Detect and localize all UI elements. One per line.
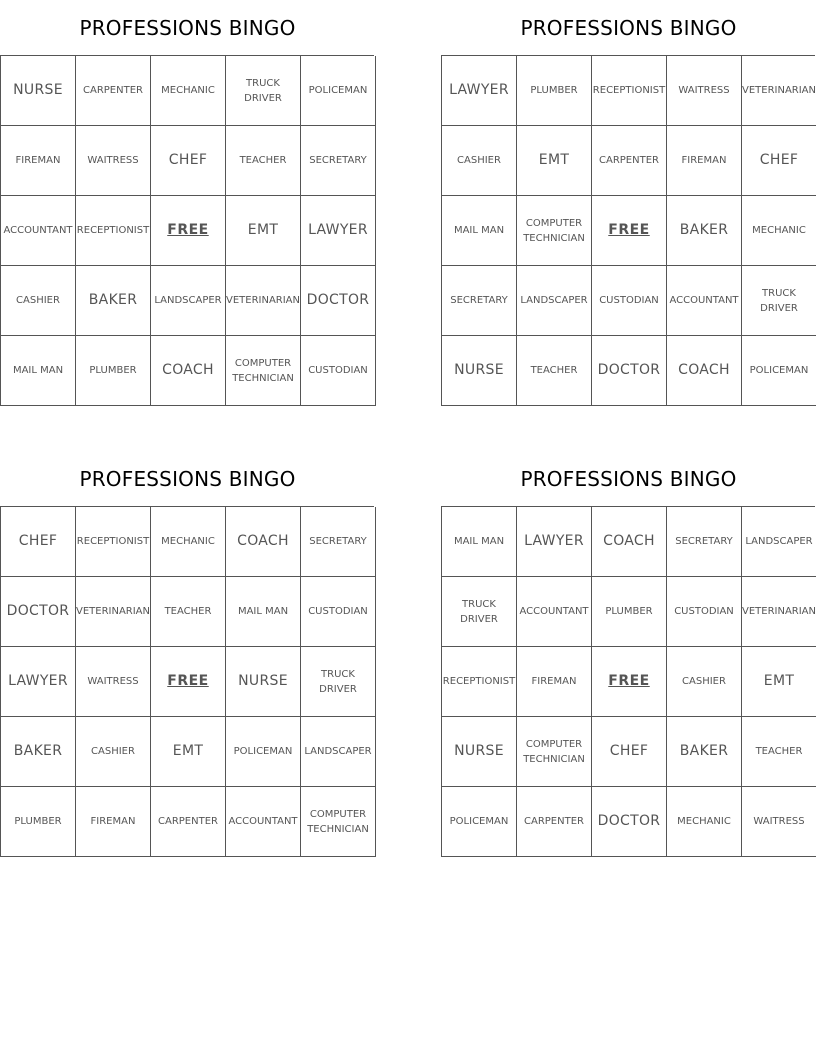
- bingo-cell: PLUMBER: [76, 336, 151, 406]
- bingo-cell: SECRETARY: [667, 507, 742, 577]
- bingo-cell: CUSTODIAN: [592, 266, 667, 336]
- bingo-grid: [441, 506, 815, 857]
- bingo-cell: RECEPTIONIST: [442, 647, 517, 717]
- bingo-cell: ACCOUNTANT: [517, 577, 592, 647]
- bingo-cell: POLICEMAN: [442, 787, 517, 857]
- bingo-cell: PLUMBER: [517, 56, 592, 126]
- bingo-cell: MECHANIC: [667, 787, 742, 857]
- bingo-cell: WAITRESS: [742, 787, 816, 857]
- bingo-grid: [441, 55, 815, 406]
- bingo-cell: VETERINARIAN: [76, 577, 151, 647]
- bingo-cell: MECHANIC: [151, 507, 226, 577]
- bingo-cell: VETERINARIAN: [742, 577, 816, 647]
- bingo-cell: MECHANIC: [151, 56, 226, 126]
- bingo-cell: TEACHER: [517, 336, 592, 406]
- bingo-cell: NURSE: [1, 56, 76, 126]
- bingo-cell: CUSTODIAN: [667, 577, 742, 647]
- bingo-cell: MECHANIC: [742, 196, 816, 266]
- bingo-cell: SECRETARY: [442, 266, 517, 336]
- card-title: PROFESSIONS BINGO: [79, 15, 296, 40]
- bingo-cell: DOCTOR: [1, 577, 76, 647]
- bingo-cell: LANDSCAPER: [742, 507, 816, 577]
- bingo-cell: CHEF: [1, 507, 76, 577]
- bingo-cell: CHEF: [151, 126, 226, 196]
- bingo-cell: CUSTODIAN: [301, 336, 376, 406]
- bingo-cell: LAWYER: [517, 507, 592, 577]
- card-title: PROFESSIONS BINGO: [520, 466, 737, 491]
- bingo-cell: WAITRESS: [76, 126, 151, 196]
- bingo-cell: LAWYER: [442, 56, 517, 126]
- bingo-cell: NURSE: [442, 336, 517, 406]
- bingo-cell: COACH: [226, 507, 301, 577]
- bingo-card-1: [0, 0, 375, 406]
- free-space: FREE: [592, 647, 667, 717]
- bingo-cell: CARPENTER: [517, 787, 592, 857]
- bingo-cell: RECEPTIONIST: [76, 507, 151, 577]
- bingo-cell: NURSE: [226, 647, 301, 717]
- bingo-cell: LAWYER: [1, 647, 76, 717]
- bingo-cell: POLICEMAN: [742, 336, 816, 406]
- bingo-cell: RECEPTIONIST: [592, 56, 667, 126]
- bingo-cell: TEACHER: [151, 577, 226, 647]
- bingo-cell: BAKER: [667, 717, 742, 787]
- bingo-cell: SECRETARY: [301, 507, 376, 577]
- bingo-cell: FIREMAN: [76, 787, 151, 857]
- bingo-cell: DOCTOR: [301, 266, 376, 336]
- bingo-card-3: [0, 451, 375, 857]
- bingo-cell: COACH: [151, 336, 226, 406]
- free-space: FREE: [592, 196, 667, 266]
- bingo-cell: WAITRESS: [667, 56, 742, 126]
- free-space: FREE: [151, 647, 226, 717]
- bingo-cell: COMPUTER TECHNICIAN: [517, 717, 592, 787]
- bingo-cell: BAKER: [1, 717, 76, 787]
- bingo-cell: BAKER: [76, 266, 151, 336]
- bingo-cell: POLICEMAN: [226, 717, 301, 787]
- bingo-cell: LANDSCAPER: [301, 717, 376, 787]
- bingo-cell: MAIL MAN: [1, 336, 76, 406]
- bingo-cell: CARPENTER: [76, 56, 151, 126]
- bingo-grid: [0, 506, 374, 857]
- bingo-cell: CHEF: [742, 126, 816, 196]
- bingo-cell: CHEF: [592, 717, 667, 787]
- bingo-cell: BAKER: [667, 196, 742, 266]
- bingo-cell: CASHIER: [1, 266, 76, 336]
- free-space: FREE: [151, 196, 226, 266]
- bingo-cell: EMT: [517, 126, 592, 196]
- bingo-cell: CARPENTER: [151, 787, 226, 857]
- bingo-cell: EMT: [226, 196, 301, 266]
- bingo-cell: COMPUTER TECHNICIAN: [226, 336, 301, 406]
- bingo-cell: TRUCK DRIVER: [226, 56, 301, 126]
- bingo-cell: RECEPTIONIST: [76, 196, 151, 266]
- bingo-cell: SECRETARY: [301, 126, 376, 196]
- bingo-cell: DOCTOR: [592, 336, 667, 406]
- bingo-cell: ACCOUNTANT: [1, 196, 76, 266]
- bingo-cell: VETERINARIAN: [742, 56, 816, 126]
- bingo-grid: [0, 55, 374, 406]
- bingo-cell: COACH: [592, 507, 667, 577]
- bingo-cell: FIREMAN: [1, 126, 76, 196]
- bingo-cell: TRUCK DRIVER: [442, 577, 517, 647]
- bingo-cell: ACCOUNTANT: [667, 266, 742, 336]
- bingo-cell: PLUMBER: [1, 787, 76, 857]
- bingo-cell: VETERINARIAN: [226, 266, 301, 336]
- bingo-cell: CASHIER: [76, 717, 151, 787]
- bingo-cell: NURSE: [442, 717, 517, 787]
- bingo-cell: DOCTOR: [592, 787, 667, 857]
- bingo-cell: FIREMAN: [517, 647, 592, 717]
- bingo-cell: TEACHER: [226, 126, 301, 196]
- bingo-cell: LANDSCAPER: [151, 266, 226, 336]
- bingo-cell: LANDSCAPER: [517, 266, 592, 336]
- bingo-cell: CASHIER: [442, 126, 517, 196]
- bingo-cell: MAIL MAN: [442, 196, 517, 266]
- bingo-card-4: [441, 451, 816, 857]
- bingo-cell: COMPUTER TECHNICIAN: [301, 787, 376, 857]
- bingo-cell: FIREMAN: [667, 126, 742, 196]
- bingo-cell: MAIL MAN: [226, 577, 301, 647]
- bingo-cell: LAWYER: [301, 196, 376, 266]
- bingo-cell: CASHIER: [667, 647, 742, 717]
- bingo-cell: CUSTODIAN: [301, 577, 376, 647]
- bingo-cell: MAIL MAN: [442, 507, 517, 577]
- bingo-cell: ACCOUNTANT: [226, 787, 301, 857]
- bingo-cell: TEACHER: [742, 717, 816, 787]
- card-title: PROFESSIONS BINGO: [520, 15, 737, 40]
- bingo-cell: PLUMBER: [592, 577, 667, 647]
- bingo-cell: EMT: [742, 647, 816, 717]
- bingo-cell: EMT: [151, 717, 226, 787]
- card-title: PROFESSIONS BINGO: [79, 466, 296, 491]
- bingo-cell: TRUCK DRIVER: [301, 647, 376, 717]
- bingo-cell: TRUCK DRIVER: [742, 266, 816, 336]
- bingo-cell: WAITRESS: [76, 647, 151, 717]
- bingo-cell: CARPENTER: [592, 126, 667, 196]
- bingo-cell: POLICEMAN: [301, 56, 376, 126]
- bingo-card-2: [441, 0, 816, 406]
- bingo-cell: COACH: [667, 336, 742, 406]
- bingo-cell: COMPUTER TECHNICIAN: [517, 196, 592, 266]
